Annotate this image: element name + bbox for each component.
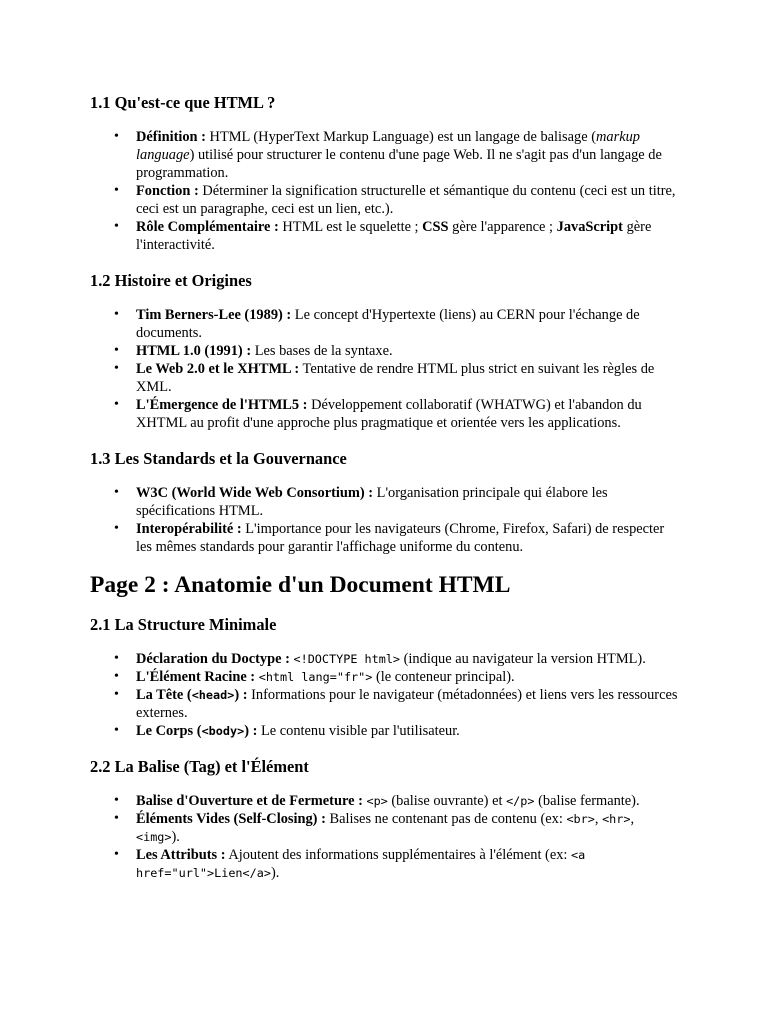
section-list-1-3: [90, 484, 680, 556]
list-item: • Rôle Complémentaire : HTML est le squelette ; CSS gère l'apparence ; JavaScript gère l'interactivité.: [136, 218, 680, 254]
list-item: • W3C (World Wide Web Consortium) : L'organisation principale qui élabore les spécifications HTML.: [136, 484, 680, 520]
section-heading-1-3: 1.3 Les Standards et la Gouvernance: [90, 449, 347, 468]
list-item: • HTML 1.0 (1991) : Les bases de la syntaxe.: [136, 342, 680, 360]
list-item: • Éléments Vides (Self-Closing) : Balises ne contenant pas de contenu (ex: <br>, <hr>, <img>).: [136, 810, 680, 846]
list-item: • Le Web 2.0 et le XHTML : Tentative de rendre HTML plus strict en suivant les règles de XML.: [136, 360, 680, 396]
section-heading-1-1: 1.1 Qu'est-ce que HTML ?: [90, 93, 276, 112]
section-list-2-2: [90, 792, 680, 882]
section-heading-2-1: 2.1 La Structure Minimale: [90, 615, 277, 634]
section-list-1-2: [90, 306, 680, 432]
section-heading-2-2: 2.2 La Balise (Tag) et l'Élément: [90, 757, 309, 776]
section-heading-1-2: 1.2 Histoire et Origines: [90, 271, 252, 290]
section-list-2-1: [90, 650, 680, 740]
list-item: • Balise d'Ouverture et de Fermeture : <p> (balise ouvrante) et </p> (balise fermante).: [136, 792, 680, 810]
section-list-1-1: [90, 128, 680, 254]
list-item: • L'Élément Racine : <html lang="fr"> (le conteneur principal).: [136, 668, 680, 686]
list-item: • La Tête (<head>) : Informations pour le navigateur (métadonnées) et liens vers les ressources externes.: [136, 686, 680, 722]
list-item: • Tim Berners-Lee (1989) : Le concept d'Hypertexte (liens) au CERN pour l'échange de documents.: [136, 306, 680, 342]
list-item: • L'Émergence de l'HTML5 : Développement collaboratif (WHATWG) et l'abandon du XHTML au profit d'une approche plus pragmatique et orientée vers les applications.: [136, 396, 680, 432]
page-title: Page 2 : Anatomie d'un Document HTML: [90, 572, 511, 598]
list-item: • Déclaration du Doctype : <!DOCTYPE html> (indique au navigateur la version HTML).: [136, 650, 680, 668]
list-item: • Interopérabilité : L'importance pour les navigateurs (Chrome, Firefox, Safari) de respecter les mêmes standards pour garantir l'affichage uniforme du contenu.: [136, 520, 680, 556]
document-content: [90, 92, 680, 882]
list-item: • Définition : HTML (HyperText Markup Language) est un langage de balisage (markup language) utilisé pour structurer le contenu d'une page Web. Il ne s'agit pas d'un langage de programmation.: [136, 128, 680, 182]
list-item: • Le Corps (<body>) : Le contenu visible par l'utilisateur.: [136, 722, 680, 740]
list-item: • Les Attributs : Ajoutent des informations supplémentaires à l'élément (ex: <a href="url">Lien</a>).: [136, 846, 680, 882]
list-item: • Fonction : Déterminer la signification structurelle et sémantique du contenu (ceci est un titre, ceci est un paragraphe, ceci est un lien, etc.).: [136, 182, 680, 218]
